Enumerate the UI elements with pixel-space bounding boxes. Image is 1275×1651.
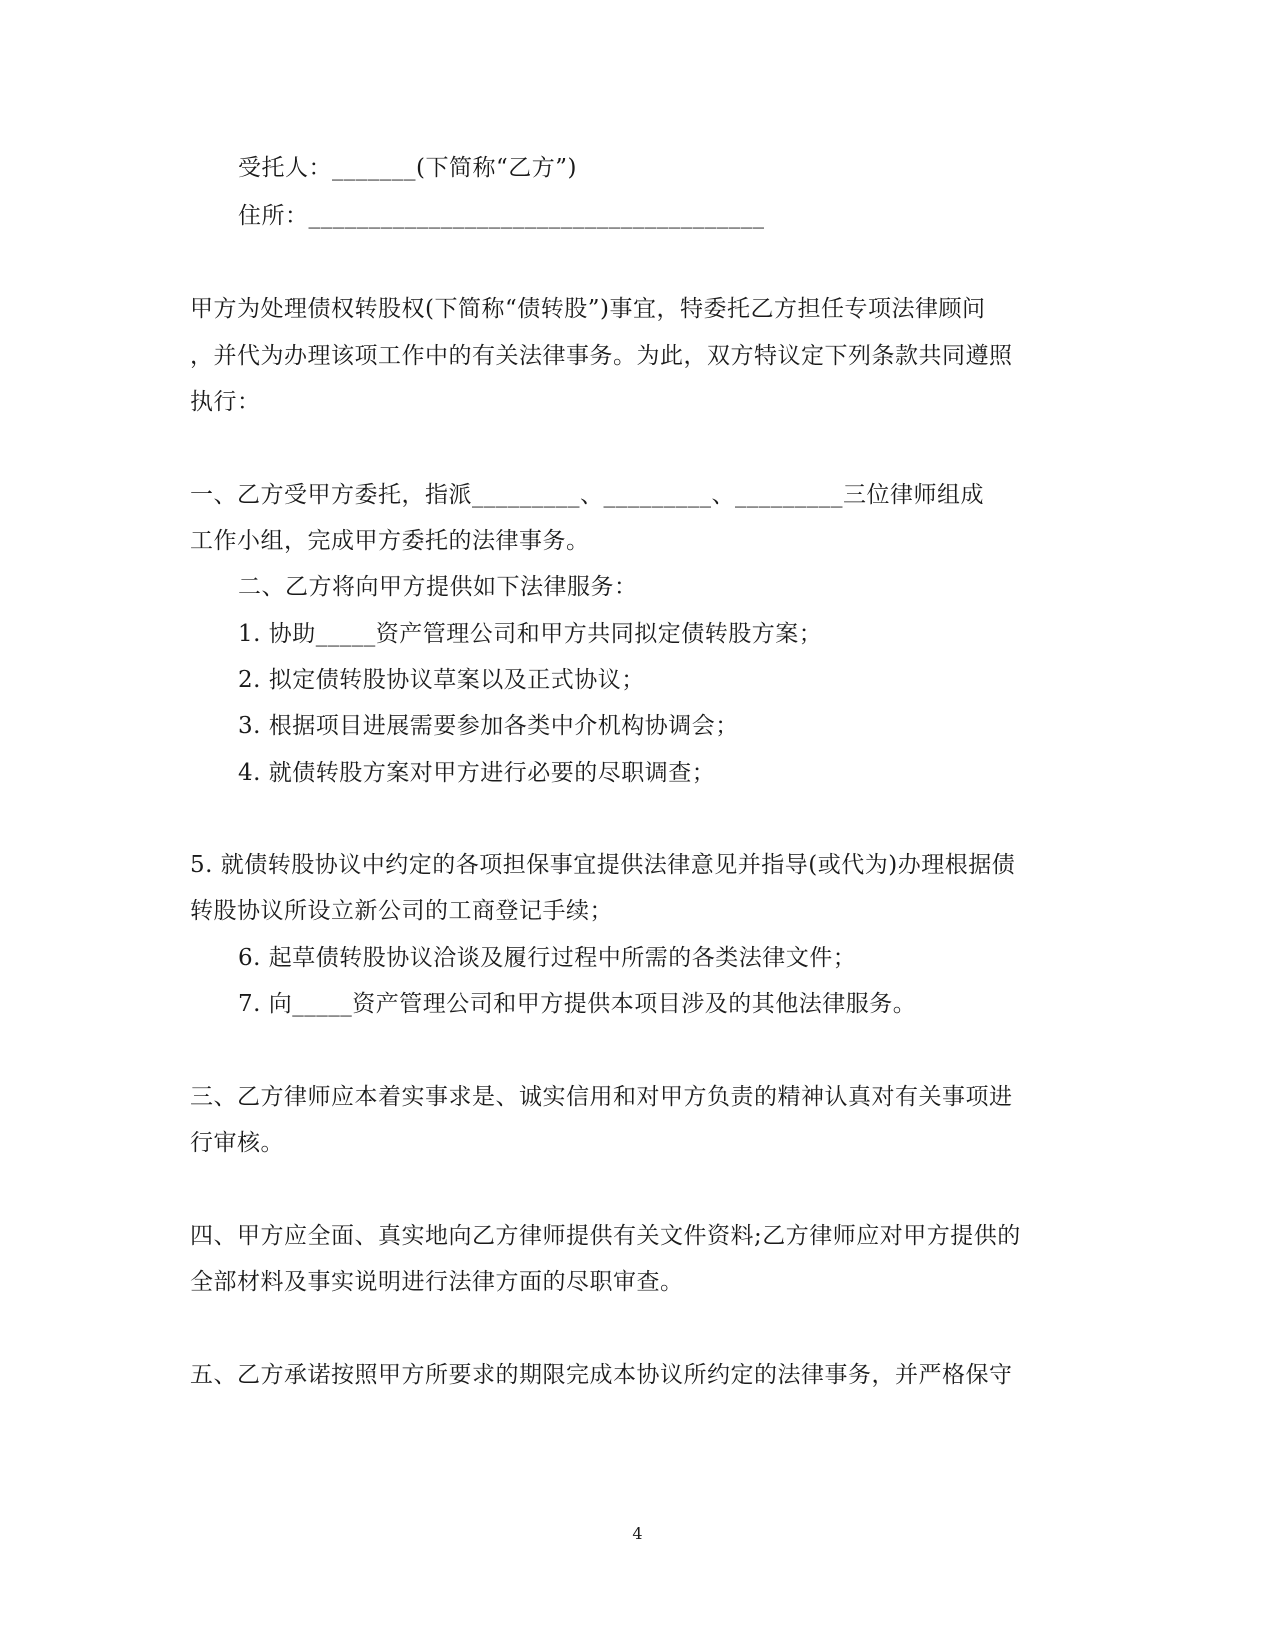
clause-5-line-1: 五、乙方承诺按照甲方所要求的期限完成本协议所约定的法律事务，并严格保守 bbox=[190, 1362, 1013, 1388]
clause-2-heading: 二、乙方将向甲方提供如下法律服务： bbox=[238, 574, 638, 600]
intro-paragraph-line-2: ，并代为办理该项工作中的有关法律事务。为此，双方特议定下列条款共同遵照 bbox=[190, 343, 1013, 369]
service-item-4: 4. 就债转股方案对甲方进行必要的尽职调查； bbox=[238, 760, 716, 786]
clause-3-line-1: 三、乙方律师应本着实事求是、诚实信用和对甲方负责的精神认真对有关事项进 bbox=[190, 1084, 1013, 1110]
clause-1-line-1: 一、乙方受甲方委托，指派_________、_________、_________三位律师组成 bbox=[190, 482, 984, 508]
service-item-5-line-2: 转股协议所设立新公司的工商登记手续； bbox=[190, 898, 613, 924]
service-item-5-line-1: 5. 就债转股协议中约定的各项担保事宜提供法律意见并指导(或代为)办理根据债 bbox=[190, 852, 1016, 878]
page-number: 4 bbox=[632, 1524, 643, 1543]
service-item-7: 7. 向_____资产管理公司和甲方提供本项目涉及的其他法律服务。 bbox=[238, 991, 917, 1017]
intro-paragraph-line-1: 甲方为处理债权转股权(下简称“债转股”)事宜，特委托乙方担任专项法律顾问 bbox=[190, 296, 986, 322]
clause-4-line-2: 全部材料及事实说明进行法律方面的尽职审查。 bbox=[190, 1269, 684, 1295]
clause-4-line-1: 四、甲方应全面、真实地向乙方律师提供有关文件资料;乙方律师应对甲方提供的 bbox=[190, 1223, 1021, 1249]
service-item-3: 3. 根据项目进展需要参加各类中介机构协调会； bbox=[238, 713, 739, 739]
trustee-line: 受托人：_______(下简称“乙方”) bbox=[238, 155, 577, 181]
service-item-2: 2. 拟定债转股协议草案以及正式协议； bbox=[238, 667, 645, 693]
clause-3-line-2: 行审核。 bbox=[190, 1130, 284, 1156]
service-item-1: 1. 协助_____资产管理公司和甲方共同拟定债转股方案； bbox=[238, 621, 823, 647]
service-item-6: 6. 起草债转股协议洽谈及履行过程中所需的各类法律文件； bbox=[238, 945, 857, 971]
address-line: 住所：______________________________________ bbox=[238, 203, 765, 229]
clause-1-line-2: 工作小组，完成甲方委托的法律事务。 bbox=[190, 528, 590, 554]
intro-paragraph-line-3: 执行： bbox=[190, 389, 261, 415]
